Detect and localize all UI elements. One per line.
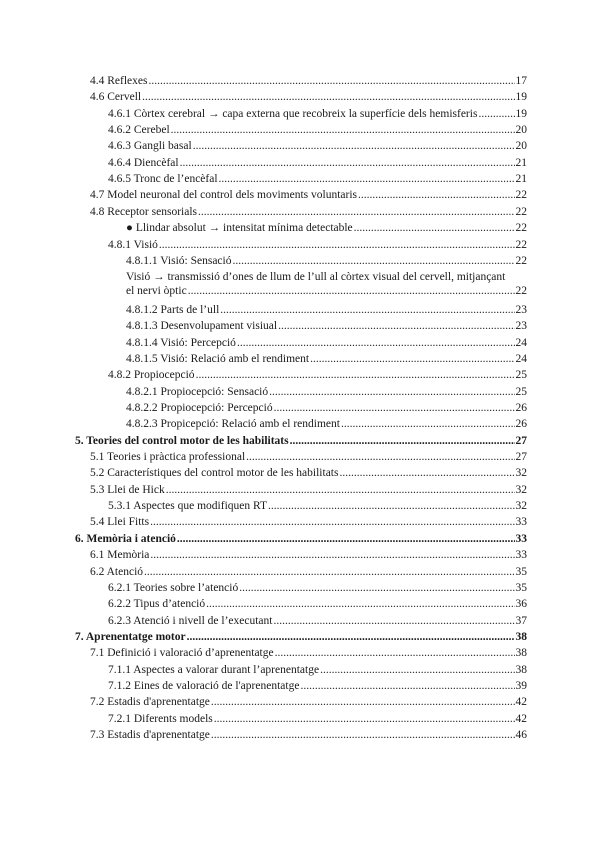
toc-entry-page-number: 26 bbox=[515, 402, 527, 414]
toc-entry-page-number: 32 bbox=[515, 500, 527, 513]
toc-entry-page-number: 33 bbox=[515, 532, 527, 545]
toc-entry-page-number: 21 bbox=[515, 156, 527, 169]
dot-leader bbox=[478, 107, 514, 121]
toc-entry[interactable] bbox=[126, 221, 527, 235]
toc-entry-page-number: 32 bbox=[515, 483, 527, 496]
toc-entry-label: 7.3 Estadis d'aprenentatge bbox=[90, 729, 210, 741]
toc-entry-page-number: 17 bbox=[515, 75, 527, 87]
toc-entry[interactable] bbox=[126, 254, 527, 268]
toc-entry[interactable] bbox=[108, 614, 527, 628]
toc-entry-page-number: 33 bbox=[515, 516, 527, 529]
toc-entry[interactable] bbox=[90, 450, 527, 464]
dot-leader bbox=[341, 417, 515, 431]
dot-leader bbox=[150, 548, 514, 562]
toc-entry-label: 7.2 Estadis d'aprenentatge bbox=[90, 696, 210, 709]
dot-leader bbox=[278, 319, 514, 333]
toc-entry[interactable] bbox=[126, 336, 527, 350]
toc-entry[interactable] bbox=[108, 156, 527, 170]
toc-entry-label: 7.1.1 Aspectes a valorar durant l’aprenentatge bbox=[108, 663, 320, 676]
toc-entry-label: 4.6.1 Còrtex cerebral → capa externa que recobreix la superfície dels hemisferis bbox=[108, 107, 478, 120]
toc-entry-label: 6.2.3 Atenció i nivell de l’executant bbox=[108, 614, 273, 627]
toc-entry-page-number: 42 bbox=[515, 696, 527, 709]
toc-entry[interactable] bbox=[108, 499, 527, 513]
toc-entry-page-number: 36 bbox=[515, 598, 527, 611]
dot-leader bbox=[148, 74, 514, 88]
toc-entry-page-number: 20 bbox=[515, 140, 527, 153]
toc-entry-label: 4.6.2 Cerebel bbox=[108, 124, 170, 137]
toc-entry-page-number: 35 bbox=[515, 565, 527, 578]
toc-entry-label: ● Llindar absolut → intensitat mínima detectable bbox=[126, 222, 353, 235]
toc-entry-page-number: 35 bbox=[515, 581, 527, 594]
toc-entry-label: 7.2.1 Diferents models bbox=[108, 712, 213, 725]
toc-entry-label: 4.6.4 Diencèfal bbox=[108, 156, 179, 169]
toc-entry-label: 5. Teories del control motor de les habilitats bbox=[75, 434, 289, 447]
dot-leader bbox=[180, 156, 515, 170]
toc-entry-label: 6.2.2 Tipus d’atenció bbox=[108, 598, 206, 611]
dot-leader bbox=[339, 466, 514, 480]
toc-entry-label: 4.6.5 Tronc de l’encèfal bbox=[108, 173, 218, 186]
toc-entry-page-number: 22 bbox=[515, 205, 527, 218]
toc-entry[interactable] bbox=[90, 646, 527, 660]
toc-entry-page-number: 46 bbox=[515, 729, 527, 741]
toc-entry[interactable] bbox=[108, 663, 527, 677]
toc-entry[interactable] bbox=[108, 597, 527, 611]
toc-entry-label: 4.6 Cervell bbox=[90, 91, 142, 104]
toc-entry[interactable] bbox=[108, 172, 527, 186]
toc-entry-page-number: 39 bbox=[515, 679, 527, 692]
dot-leader bbox=[310, 352, 514, 366]
toc-entry-page-number: 37 bbox=[515, 614, 527, 627]
toc-entry[interactable] bbox=[126, 385, 527, 399]
dot-leader bbox=[246, 450, 514, 464]
toc-entry-label: 4.7 Model neuronal del control dels moviments voluntaris bbox=[90, 189, 358, 202]
toc-entry[interactable] bbox=[90, 728, 527, 742]
dot-leader bbox=[187, 630, 515, 644]
dot-leader bbox=[159, 238, 515, 252]
toc-entry-label: 4.8.1 Visió bbox=[108, 238, 158, 251]
toc-entry-page-number: 27 bbox=[515, 434, 527, 447]
toc-entry-label: 4.8.1.3 Desenvolupament visiual bbox=[126, 320, 278, 333]
toc-entry-label: 6.1 Memòria bbox=[90, 549, 150, 562]
toc-entry-page-number: 25 bbox=[515, 369, 527, 382]
dot-leader bbox=[300, 679, 514, 693]
dot-leader bbox=[198, 205, 515, 219]
toc-entry-page-number: 19 bbox=[515, 91, 527, 104]
toc-entry-page-number: 26 bbox=[515, 418, 527, 431]
dot-leader bbox=[274, 401, 515, 415]
toc-entry[interactable] bbox=[108, 581, 527, 595]
toc-entry-page-number: 19 bbox=[515, 107, 527, 120]
toc-entry-label: 4.8.2.1 Propiocepció: Sensació bbox=[126, 385, 269, 398]
toc-entry-page-number: 27 bbox=[515, 451, 527, 464]
toc-entry-page-number: 22 bbox=[515, 254, 527, 267]
toc-entry[interactable] bbox=[126, 417, 527, 431]
dot-leader bbox=[196, 368, 515, 382]
toc-entry[interactable] bbox=[90, 548, 527, 562]
toc-entry-page-number: 22 bbox=[515, 285, 527, 298]
toc-entry-page-number: 20 bbox=[515, 124, 527, 137]
toc-entry[interactable] bbox=[108, 139, 527, 153]
toc-entry-label: 5.3 Llei de Hick bbox=[90, 483, 165, 496]
toc-entry[interactable] bbox=[108, 123, 527, 137]
toc-entry[interactable] bbox=[90, 483, 527, 497]
toc-chapter-entry[interactable] bbox=[75, 630, 527, 644]
toc-entry[interactable] bbox=[126, 352, 527, 366]
dot-leader bbox=[211, 728, 515, 742]
dot-leader bbox=[290, 434, 515, 448]
toc-entry-label: 6.2.1 Teories sobre l’atenció bbox=[108, 581, 239, 594]
toc-entry-page-number: 25 bbox=[515, 385, 527, 398]
dot-leader bbox=[268, 499, 514, 513]
toc-entry-label: 7.1.2 Eines de valoració de l'aprenentatge bbox=[108, 679, 300, 692]
dot-leader bbox=[320, 663, 514, 677]
toc-entry-page-number: 33 bbox=[515, 549, 527, 562]
toc-entry-label: 4.8.2.2 Propiocepció: Percepció bbox=[126, 402, 273, 414]
dot-leader bbox=[273, 614, 514, 628]
toc-chapter-entry[interactable] bbox=[75, 434, 527, 448]
toc-entry[interactable] bbox=[90, 466, 527, 480]
toc-entry[interactable] bbox=[90, 74, 527, 88]
toc-entry-label: 4.6.3 Gangli basal bbox=[108, 140, 192, 153]
toc-entry-page-number: 38 bbox=[515, 647, 527, 660]
toc-entry[interactable] bbox=[90, 188, 527, 202]
toc-entry-label: 5.2 Característiques del control motor de les habilitats bbox=[90, 467, 339, 480]
toc-entry[interactable] bbox=[108, 712, 527, 726]
dot-leader bbox=[206, 597, 514, 611]
toc-entry[interactable] bbox=[126, 270, 527, 298]
toc-entry-page-number: 38 bbox=[515, 663, 527, 676]
toc-entry[interactable] bbox=[108, 368, 527, 382]
toc-chapter-entry[interactable] bbox=[75, 532, 527, 546]
toc-entry-label: 4.8.1.4 Visió: Percepció bbox=[126, 336, 236, 349]
toc-entry-label: 7. Aprenentatge motor bbox=[75, 630, 186, 643]
dot-leader bbox=[166, 483, 515, 497]
dot-leader bbox=[354, 221, 515, 235]
toc-entry-label: 4.4 Reflexes bbox=[90, 75, 148, 87]
toc-entry-label: 5.3.1 Aspectes que modifiquen RT bbox=[108, 500, 268, 513]
toc-entry-page-number: 23 bbox=[515, 320, 527, 333]
dot-leader bbox=[232, 254, 514, 268]
dot-leader bbox=[237, 336, 515, 350]
toc-entry-page-number: 23 bbox=[515, 303, 527, 316]
toc-entry[interactable] bbox=[90, 515, 527, 529]
toc-entry-label: 5.1 Teories i pràctica professional bbox=[90, 451, 246, 464]
toc-entry-page-number: 22 bbox=[515, 189, 527, 202]
toc-entry-page-number: 24 bbox=[515, 352, 527, 365]
dot-leader bbox=[275, 646, 515, 660]
toc-entry[interactable] bbox=[108, 238, 527, 252]
toc-entry[interactable] bbox=[90, 695, 527, 709]
toc-entry-page-number: 24 bbox=[515, 336, 527, 349]
toc-entry-label: 4.8.1.1 Visió: Sensació bbox=[126, 254, 232, 267]
toc-entry[interactable] bbox=[126, 401, 527, 415]
dot-leader bbox=[239, 581, 514, 595]
dot-leader bbox=[219, 172, 515, 186]
toc-entry-page-number: 42 bbox=[515, 712, 527, 725]
toc-entry-label: el nervi òptic bbox=[126, 285, 187, 298]
toc-entry-label-line1: Visió → transmissió d’ones de llum de l’ull al còrtex visual del cervell, mitjançant bbox=[126, 271, 506, 284]
toc-entry-page-number: 38 bbox=[515, 630, 527, 643]
toc-entry-label: 4.8.2.3 Propicepció: Relació amb el rendiment bbox=[126, 418, 340, 431]
dot-leader bbox=[358, 188, 514, 202]
toc-entry-label: 4.8.1.5 Visió: Relació amb el rendiment bbox=[126, 352, 310, 365]
dot-leader bbox=[220, 303, 514, 317]
toc-entry-label: 5.4 Llei Fitts bbox=[90, 516, 150, 529]
toc-entry[interactable] bbox=[90, 90, 527, 104]
dot-leader bbox=[150, 515, 514, 529]
dot-leader bbox=[171, 123, 515, 137]
toc-entry[interactable] bbox=[126, 303, 527, 317]
toc-entry-label: 6.2 Atenció bbox=[90, 565, 144, 578]
toc-entry[interactable] bbox=[126, 319, 527, 333]
dot-leader bbox=[144, 565, 514, 579]
toc-entry-label: 4.8.2 Propiocepció bbox=[108, 369, 195, 382]
toc-entry-page-number: 21 bbox=[515, 173, 527, 186]
toc-entry[interactable] bbox=[90, 565, 527, 579]
toc-entry-label: 4.8 Receptor sensorials bbox=[90, 205, 197, 218]
dot-leader bbox=[214, 712, 515, 726]
dot-leader bbox=[188, 284, 515, 298]
toc-entry[interactable] bbox=[108, 679, 527, 693]
toc-entry-page-number: 22 bbox=[515, 238, 527, 251]
toc-entry-label: 7.1 Definició i valoració d’aprenentatge bbox=[90, 647, 274, 660]
toc-entry-page-number: 32 bbox=[515, 467, 527, 480]
dot-leader bbox=[269, 385, 514, 399]
dot-leader bbox=[142, 90, 514, 104]
dot-leader bbox=[177, 532, 515, 546]
toc-entry[interactable] bbox=[90, 205, 527, 219]
toc-entry-label: 4.8.1.2 Parts de l’ull bbox=[126, 303, 220, 316]
toc-entry-page-number: 22 bbox=[515, 222, 527, 235]
dot-leader bbox=[211, 695, 515, 709]
toc-entry[interactable] bbox=[108, 107, 527, 121]
dot-leader bbox=[193, 139, 515, 153]
toc-entry-label: 6. Memòria i atenció bbox=[75, 532, 176, 545]
